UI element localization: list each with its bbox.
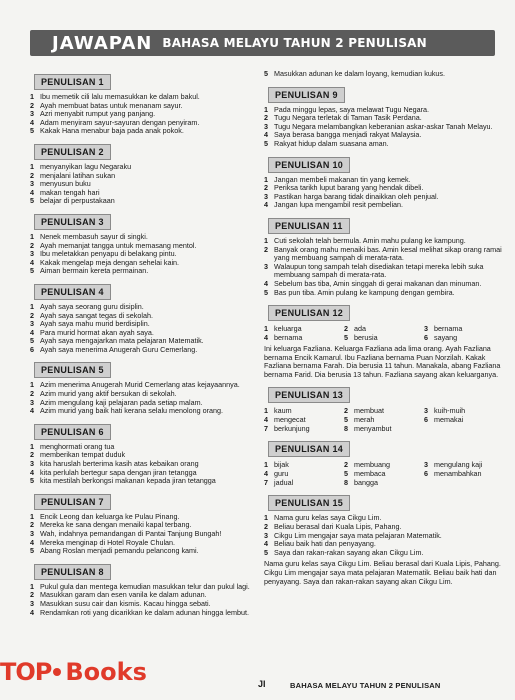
answer-list	[264, 70, 504, 79]
item-number: 5	[30, 266, 34, 276]
item-number: 1	[264, 235, 268, 245]
item-text: Abang Roslan menjadi pemandu pelancong kami.	[40, 546, 199, 556]
item-text: membuang	[354, 460, 390, 470]
item-number: 3	[424, 460, 428, 470]
grid-cell	[344, 478, 424, 487]
item-number: 1	[30, 511, 34, 521]
item-text: Rakyat hidup dalam suasana aman.	[274, 138, 389, 148]
section-header: PENULISAN 2	[34, 144, 111, 160]
item-text: Masukkan garam dan esen vanila ke dalam adunan.	[40, 590, 207, 600]
answer-section	[264, 385, 504, 433]
item-number: 5	[30, 546, 34, 556]
item-text: sayang	[434, 333, 458, 343]
page-title: JAWAPAN	[52, 32, 153, 54]
item-number: 3	[264, 191, 268, 201]
item-number: 6	[30, 344, 34, 354]
answer-list	[30, 93, 252, 136]
item-number: 8	[344, 424, 348, 434]
item-number: 5	[264, 547, 268, 557]
page-number: JI	[258, 679, 266, 689]
item-number: 4	[264, 200, 268, 210]
answer-list	[30, 233, 252, 276]
item-number: 4	[30, 607, 34, 617]
item-text: kuih-muih	[434, 406, 466, 416]
section-header: PENULISAN 11	[268, 218, 350, 234]
answer-item	[30, 547, 252, 556]
answer-section	[30, 360, 252, 415]
answer-item	[30, 407, 252, 416]
logo-top: TOP	[0, 658, 52, 686]
item-text: Mereka ke sana dengan menaiki kapal terbang.	[40, 520, 192, 530]
grid-cell	[424, 424, 504, 433]
item-text: Ibu meletakkan penyapu di belakang pintu.	[40, 249, 177, 259]
item-text: Ayah memanjat tangga untuk memasang mentol.	[40, 240, 197, 250]
item-number: 2	[30, 310, 34, 320]
item-number: 3	[30, 598, 34, 608]
item-text: menambahkan	[434, 469, 482, 479]
item-text: Beliau berasal dari Kuala Lipis, Pahang.	[274, 522, 402, 532]
answer-section	[30, 72, 252, 136]
grid-cell	[424, 324, 504, 333]
item-text: Tugu Negara melambangkan keberanian askar-askar Tanah Melayu.	[274, 121, 493, 131]
answer-list	[264, 514, 504, 557]
item-number: 1	[30, 441, 34, 451]
item-text: ada	[354, 324, 366, 334]
item-text: kita perlulah bertegur sapa dengan jiran tetangga	[40, 467, 197, 477]
item-number: 2	[30, 240, 34, 250]
section-header: PENULISAN 4	[34, 284, 111, 300]
item-text: Periksa tarikh luput barang yang hendak dibeli.	[274, 183, 424, 193]
section-header: PENULISAN 1	[34, 74, 111, 90]
item-number: 2	[30, 520, 34, 530]
answer-section	[30, 142, 252, 206]
item-text: Saya dan rakan-rakan sayang akan Cikgu Lim.	[274, 547, 424, 557]
item-number: 5	[30, 336, 34, 346]
answer-section	[264, 85, 504, 149]
answer-item	[264, 549, 504, 558]
answer-item	[264, 201, 504, 210]
grid-cell	[424, 415, 504, 424]
item-text: Pukul gula dan mentega kemudian masukkan telur dan pukul lagi.	[40, 581, 250, 591]
section-header: PENULISAN 14	[268, 441, 350, 457]
item-number	[424, 478, 434, 487]
item-number: 3	[424, 324, 428, 334]
item-number: 4	[30, 327, 34, 337]
answer-item	[30, 267, 252, 276]
logo-dot	[53, 668, 61, 676]
answer-section	[30, 212, 252, 276]
item-number: 3	[30, 319, 34, 329]
item-text: Masukkan adunan ke dalam loyang, kemudian kukus.	[274, 69, 446, 78]
grid-cell	[264, 324, 344, 333]
item-number: 4	[30, 257, 34, 267]
item-text: Tugu Negara terletak di Taman Tasik Perdana.	[274, 113, 422, 123]
item-number: 2	[264, 244, 268, 254]
item-number: 5	[30, 126, 34, 136]
section-header: PENULISAN 5	[34, 362, 111, 378]
item-text: Adam menyiram sayur-sayuran dengan penyiram.	[40, 117, 200, 127]
grid-cell	[344, 469, 424, 478]
item-text: Ayah saya seorang guru disiplin.	[40, 301, 144, 311]
section-header: PENULISAN 15	[268, 495, 350, 511]
answer-item	[30, 197, 252, 206]
item-text: kaum	[274, 406, 292, 416]
item-text: Azim murid yang baik hati kerana selalu menolong orang.	[40, 406, 223, 416]
item-number: 5	[344, 333, 348, 343]
answer-item	[264, 289, 504, 298]
item-number: 5	[264, 138, 268, 148]
item-number: 3	[30, 397, 34, 407]
item-text: Walaupun tong sampah telah disediakan tetapi mereka lebih suka membuang sampah di merata-rata.	[274, 261, 484, 280]
item-text: membaca	[354, 469, 386, 479]
item-number: 5	[344, 469, 348, 479]
item-number: 4	[30, 117, 34, 127]
answer-item	[30, 609, 252, 618]
grid-cell	[344, 424, 424, 433]
item-text: Ibu memetik cili lalu memasukkan ke dalam bakul.	[40, 92, 200, 101]
item-text: mengulang kaji	[434, 460, 483, 470]
item-number: 2	[30, 100, 34, 110]
answer-list	[30, 381, 252, 415]
item-text: bernama	[434, 324, 463, 334]
item-number: 4	[30, 406, 34, 416]
item-number: 5	[344, 415, 348, 425]
item-text: Cikgu Lim mengajar saya mata pelajaran Matematik.	[274, 530, 442, 540]
section-header: PENULISAN 7	[34, 494, 111, 510]
item-number: 1	[30, 231, 34, 241]
item-number: 1	[30, 161, 34, 171]
item-text: mengecat	[274, 415, 306, 425]
item-number: 2	[30, 170, 34, 180]
answer-item	[30, 127, 252, 136]
item-number: 4	[264, 415, 268, 425]
section-header: PENULISAN 10	[268, 157, 350, 173]
item-text: menjalani latihan sukan	[40, 170, 116, 180]
item-number: 4	[264, 278, 268, 288]
answer-item	[264, 246, 504, 263]
item-text: Para murid hormat akan ayah saya.	[40, 327, 154, 337]
item-text: Cuti sekolah telah bermula. Amin mahu pulang ke kampung.	[274, 235, 466, 245]
item-number: 1	[264, 174, 268, 184]
section-header: PENULISAN 13	[268, 387, 350, 403]
answer-paragraph: Nama guru kelas saya Cikgu Lim. Beliau berasal dari Kuala Lipis, Pahang. Cikgu Lim mengajar saya mata pelajaran Matematik. Beliau baik hati dan penyayang. Saya dan rakan-rakan sayang akan Cikgu Lim.	[264, 559, 501, 586]
item-text: Azim menerima Anugerah Murid Cemerlang atas kejayaannya.	[40, 380, 240, 390]
item-text: Ayah saya sangat tegas di sekolah.	[40, 310, 153, 320]
grid-cell	[264, 333, 344, 342]
answer-section	[264, 70, 504, 79]
grid-cell	[344, 324, 424, 333]
item-text: berusia	[354, 333, 378, 343]
grid-cell	[264, 415, 344, 424]
item-number: 2	[264, 113, 268, 123]
item-number: 2	[344, 460, 348, 470]
item-number	[424, 424, 434, 433]
item-number: 3	[30, 459, 34, 469]
logo-books: Books	[65, 658, 147, 686]
answer-item	[30, 477, 252, 486]
footer-title: BAHASA MELAYU TAHUN 2 PENULISAN	[290, 681, 441, 690]
answer-section	[264, 303, 504, 379]
item-number: 1	[264, 513, 268, 523]
item-number: 3	[424, 406, 428, 416]
grid-cell	[264, 478, 344, 487]
item-text: guru	[274, 469, 289, 479]
item-text: Wah, indahnya pemandangan di Pantai Tanjung Bungah!	[40, 529, 222, 538]
item-number: 2	[344, 406, 348, 416]
item-text: Banyak orang mahu menaiki bas. Amin kesal melihat sikap orang ramai yang membuang sampah di merata-rata.	[274, 244, 502, 263]
grid-cell	[264, 460, 344, 469]
item-text: Nama guru kelas saya Cikgu Lim.	[274, 513, 382, 523]
item-text: belajar di perpustakaan	[40, 196, 115, 206]
section-header: PENULISAN 8	[34, 564, 111, 580]
answer-item	[30, 346, 252, 355]
item-number: 2	[264, 183, 268, 193]
grid-cell	[344, 333, 424, 342]
answer-grid	[264, 324, 504, 342]
section-header: PENULISAN 3	[34, 214, 111, 230]
answer-list	[30, 513, 252, 556]
item-number: 2	[30, 389, 34, 399]
answer-list	[30, 443, 252, 486]
item-text: Jangan lupa mengambil resit pembelian.	[274, 200, 404, 210]
grid-cell	[344, 415, 424, 424]
item-number: 3	[264, 121, 268, 131]
item-number: 6	[424, 469, 428, 479]
grid-cell	[424, 460, 504, 469]
item-text: bernama	[274, 333, 303, 343]
item-text: Ayah membuat batas untuk menanam sayur.	[40, 100, 183, 110]
item-text: jadual	[274, 478, 294, 488]
item-number: 5	[30, 196, 34, 206]
item-number: 4	[264, 469, 268, 479]
item-number: 1	[30, 581, 34, 591]
grid-cell	[424, 469, 504, 478]
item-text: memakai	[434, 415, 464, 425]
section-header: PENULISAN 6	[34, 424, 111, 440]
item-number: 3	[264, 261, 268, 271]
item-number: 3	[30, 109, 34, 119]
answer-grid	[264, 406, 504, 433]
item-text: Mereka menginap di Hotel Royale Chulan.	[40, 537, 176, 547]
answer-list	[264, 176, 504, 210]
answer-item	[264, 140, 504, 149]
item-number: 7	[264, 424, 268, 434]
item-number: 5	[30, 476, 34, 486]
item-number: 3	[264, 530, 268, 540]
grid-cell	[344, 460, 424, 469]
item-number: 1	[30, 301, 34, 311]
answer-section	[30, 282, 252, 355]
item-text: Nenek membasuh sayur di singki.	[40, 231, 148, 241]
item-text: berkunjung	[274, 424, 310, 434]
grid-cell	[424, 406, 504, 415]
item-number: 1	[264, 460, 268, 470]
item-text: Rendamkan roti yang dicarikkan ke dalam adunan hingga lembut.	[40, 607, 249, 617]
item-number: 2	[264, 522, 268, 532]
item-text: menghormati orang tua	[40, 441, 115, 451]
item-text: Ayah saya menerima Anugerah Guru Cemerlang.	[40, 344, 198, 354]
item-number: 4	[30, 187, 34, 197]
item-text: Azri menyabit rumput yang panjang.	[40, 109, 156, 119]
left-column	[30, 72, 252, 623]
item-number: 4	[30, 467, 34, 477]
page-subtitle: BAHASA MELAYU TAHUN 2 PENULISAN	[162, 36, 427, 50]
item-text: memberikan tempat duduk	[40, 450, 126, 460]
item-number: 3	[30, 249, 34, 259]
item-text: bijak	[274, 460, 289, 470]
item-text: Kakak Hana menabur baja pada anak pokok.	[40, 126, 184, 136]
publisher-logo	[0, 655, 148, 689]
answer-section	[264, 216, 504, 297]
answer-section	[30, 492, 252, 556]
grid-cell	[264, 406, 344, 415]
section-header: PENULISAN 12	[268, 305, 350, 321]
answer-section	[264, 155, 504, 210]
item-text: Bas pun tiba. Amin pulang ke kampung dengan gembira.	[274, 287, 455, 297]
item-text: membuat	[354, 406, 384, 416]
answer-section	[264, 493, 504, 586]
answer-list	[30, 163, 252, 206]
answer-list	[30, 583, 252, 617]
answer-item	[264, 263, 504, 280]
item-number: 1	[264, 104, 268, 114]
item-number: 4	[30, 537, 34, 547]
answer-grid	[264, 460, 504, 487]
item-text: Beliau baik hati dan penyayang.	[274, 539, 376, 549]
answer-list	[30, 303, 252, 355]
answer-list	[264, 237, 504, 297]
grid-cell	[264, 424, 344, 433]
item-number: 6	[424, 415, 428, 425]
item-number: 2	[30, 590, 34, 600]
grid-cell	[344, 406, 424, 415]
answer-section	[30, 562, 252, 617]
item-number: 2	[344, 324, 348, 334]
item-number: 3	[30, 529, 34, 538]
item-text: Kakak mengelap meja dengan sehelai kain.	[40, 257, 180, 267]
item-number: 6	[424, 333, 428, 343]
item-text: bangga	[354, 478, 378, 488]
item-text: Sebelum bas tiba, Amin singgah di gerai makanan dan minuman.	[274, 278, 482, 288]
answer-list	[264, 106, 504, 149]
item-number: 4	[264, 539, 268, 549]
item-text: Pastikan harga barang tidak dinaikkan oleh penjual.	[274, 191, 439, 201]
title-bar	[30, 30, 495, 56]
item-text: Aiman bermain kereta permainan.	[40, 266, 149, 276]
grid-cell	[424, 478, 504, 487]
item-text: menyambut	[354, 424, 392, 434]
item-number: 4	[264, 333, 268, 343]
item-text: keluarga	[274, 324, 302, 334]
item-number: 8	[344, 478, 348, 488]
item-text: Azim murid yang aktif bersukan di sekolah.	[40, 389, 177, 399]
right-column	[264, 70, 504, 592]
answer-item	[264, 70, 504, 79]
item-text: Masukkan susu cair dan kismis. Kacau hingga sebati.	[40, 598, 211, 608]
item-text: kita haruslah berterima kasih atas kebaikan orang	[40, 459, 199, 469]
item-number: 3	[30, 179, 34, 189]
item-text: menyusun buku	[40, 179, 91, 189]
item-number: 5	[264, 287, 268, 297]
answer-paragraph: Ini keluarga Fazliana. Keluarga Fazliana ada lima orang. Ayah Fazliana bernama Encik Kamarul. Ibu Fazliana bernama Puan Norzilah. Kakak Fazliana bernama Farah. Dia berusia 11 tahun. Manakala, abang Fazliana bernama Farid. Dia berusia 13 tahun. Fazliana sayang akan keluarganya.	[264, 344, 501, 379]
item-number: 2	[30, 450, 34, 460]
item-number: 1	[30, 380, 34, 390]
item-number: 1	[30, 92, 34, 101]
answer-section	[264, 439, 504, 487]
grid-cell	[264, 469, 344, 478]
item-text: merah	[354, 415, 375, 425]
item-number: 4	[264, 130, 268, 140]
item-number: 1	[264, 324, 268, 334]
section-header: PENULISAN 9	[268, 87, 345, 103]
item-number: 5	[264, 69, 268, 78]
item-text: Pada minggu lepas, saya melawat Tugu Negara.	[274, 104, 430, 114]
item-text: Azim mengulang kaji pelajaran pada setiap malam.	[40, 397, 203, 407]
item-text: Jangan membeli makanan tin yang kemek.	[274, 174, 411, 184]
item-text: kita mestilah berkongsi makanan kepada jiran tetangga	[40, 476, 216, 486]
answer-section	[30, 422, 252, 486]
item-number: 7	[264, 478, 268, 488]
item-text: Encik Leong dan keluarga ke Pulau Pinang.	[40, 511, 180, 521]
item-number: 1	[264, 406, 268, 416]
item-text: Saya berasa bangga menjadi rakyat Malaysia.	[274, 130, 422, 140]
grid-cell	[424, 333, 504, 342]
item-text: Ayah saya mengajarkan mata pelajaran Matematik.	[40, 336, 204, 346]
item-text: Ayah saya mahu murid berdisiplin.	[40, 319, 150, 329]
item-text: menyanyikan lagu Negaraku	[40, 161, 132, 171]
item-text: makan tengah hari	[40, 187, 100, 197]
